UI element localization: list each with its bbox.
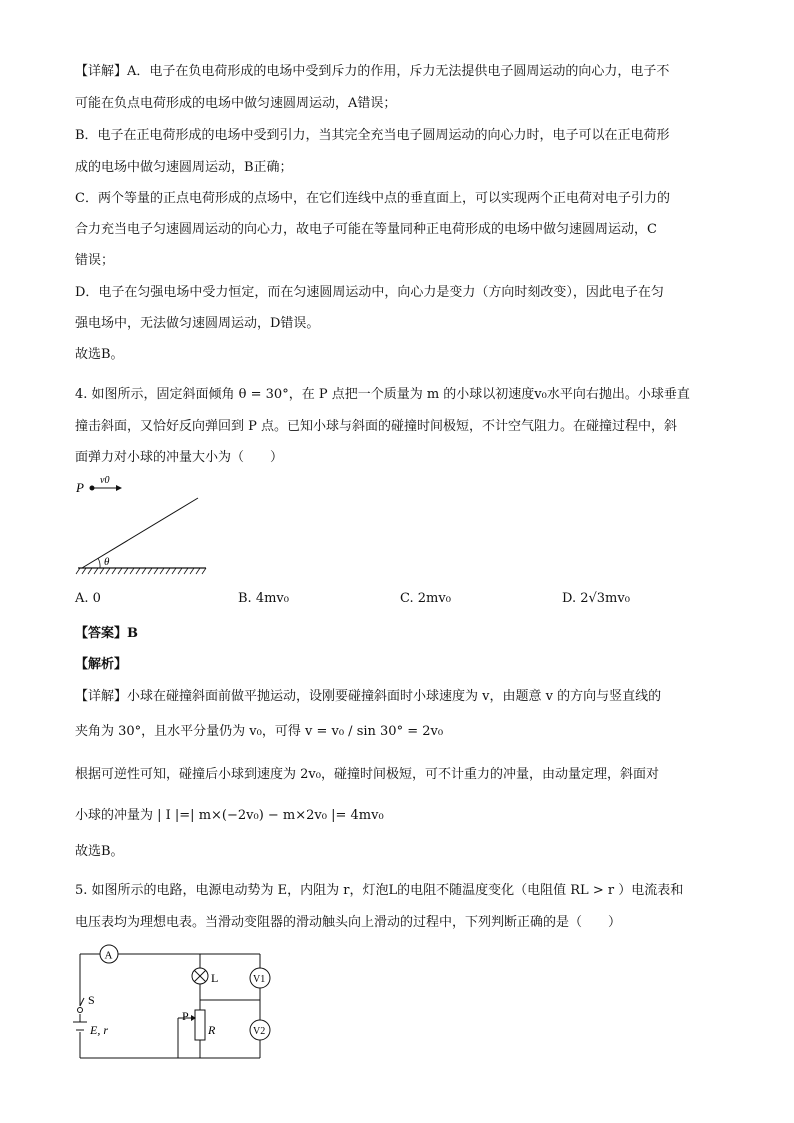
detail-line: 夹角为 30°，且水平分量仍为 v₀，可得 v = v₀ / sin 30° = 2v₀ [75,724,444,739]
option-c: C. 2mv₀ [400,591,451,606]
detail-line: 根据可逆性可知，碰撞后小球到速度为 2v₀，碰撞时间极短，可不计重力的冲量，由动量定理，斜面对 [75,767,659,782]
circuit-figure [70,940,290,1065]
angle-label: θ [104,556,110,568]
source-label: E, r [90,1023,108,1037]
text-line: 错误； [75,253,115,268]
text-line: C．两个等量的正点电荷形成的点场中，在它们连线中点的垂直面上，可以实现两个正电荷对电子引力的 [75,191,670,206]
rheostat-label: R [208,1023,216,1037]
voltmeter-1-label: V1 [253,974,266,985]
ground-hatching [76,568,206,574]
option-d: D. 2√3mv₀ [562,591,630,606]
slider-label: P [182,1009,189,1023]
incline-figure [72,472,212,582]
question-4-line: 面弹力对小球的冲量大小为（ ） [75,450,284,465]
option-a: A. 0 [75,591,101,606]
text-line: 故选B。 [75,347,124,362]
text-line: 成的电场中做匀速圆周运动，B正确； [75,160,293,175]
ammeter-label: A [104,949,113,962]
projectile-point [75,475,122,495]
option-b: B. 4mv₀ [238,591,289,606]
text-line: 【详解】A．电子在负电荷形成的电场中受到斥力的作用，斥力无法提供电子圆周运动的向心力，电子不 [75,64,670,79]
question-4-line: 4. 如图所示，固定斜面倾角 θ = 30°，在 P 点把一个质量为 m 的小球以初速度v₀水平向右抛出。小球垂直 [75,387,690,402]
answer-label: 【答案】B [75,626,138,641]
text-line: 可能在负点电荷形成的电场中做匀速圆周运动，A错误； [75,96,397,111]
question-4-line: 撞击斜面，又恰好反向弹回到 P 点。已知小球与斜面的碰撞时间极短，不计空气阻力。在碰撞过程中，斜 [75,419,678,434]
analysis-label: 【解析】 [75,657,128,672]
velocity-label: v0 [100,475,110,486]
question-5-line: 电压表均为理想电表。当滑动变阻器的滑动触头向上滑动的过程中，下列判断正确的是（ ） [75,915,622,930]
detail-line: 【详解】小球在碰撞斜面前做平抛运动，设刚要碰撞斜面时小球速度为 v，由题意 v 的方向与竖直线的 [75,689,662,704]
detail-line: 小球的冲量为 | I |=| m×(−2v₀) − m×2v₀ |= 4mv₀ [75,808,384,823]
incline-surface [82,498,198,568]
text-line: B．电子在正电荷形成的电场中受到引力，当其完全充当电子圆周运动的向心力时，电子可以在正电荷形 [75,128,670,143]
detail-line: 故选B。 [75,844,124,859]
lamp-label: L [211,971,219,985]
switch-label: S [88,993,95,1007]
text-line: 合力充当电子匀速圆周运动的向心力，故电子可能在等量同种正电荷形成的电场中做匀速圆周运动，C [75,222,657,237]
question-5-line: 5. 如图所示的电路，电源电动势为 E，内阻为 r，灯泡L的电阻不随温度变化（电阻值 RL > r ）电流表和 [75,883,684,898]
text-line: 强电场中，无法做匀速圆周运动，D错误。 [75,316,320,331]
voltmeter-2-label: V2 [253,1026,266,1037]
point-p-label: P [76,480,84,495]
text-line: D．电子在匀强电场中受力恒定，而在匀速圆周运动中，向心力是变力（方向时刻改变），因此电子在匀 [75,285,664,300]
